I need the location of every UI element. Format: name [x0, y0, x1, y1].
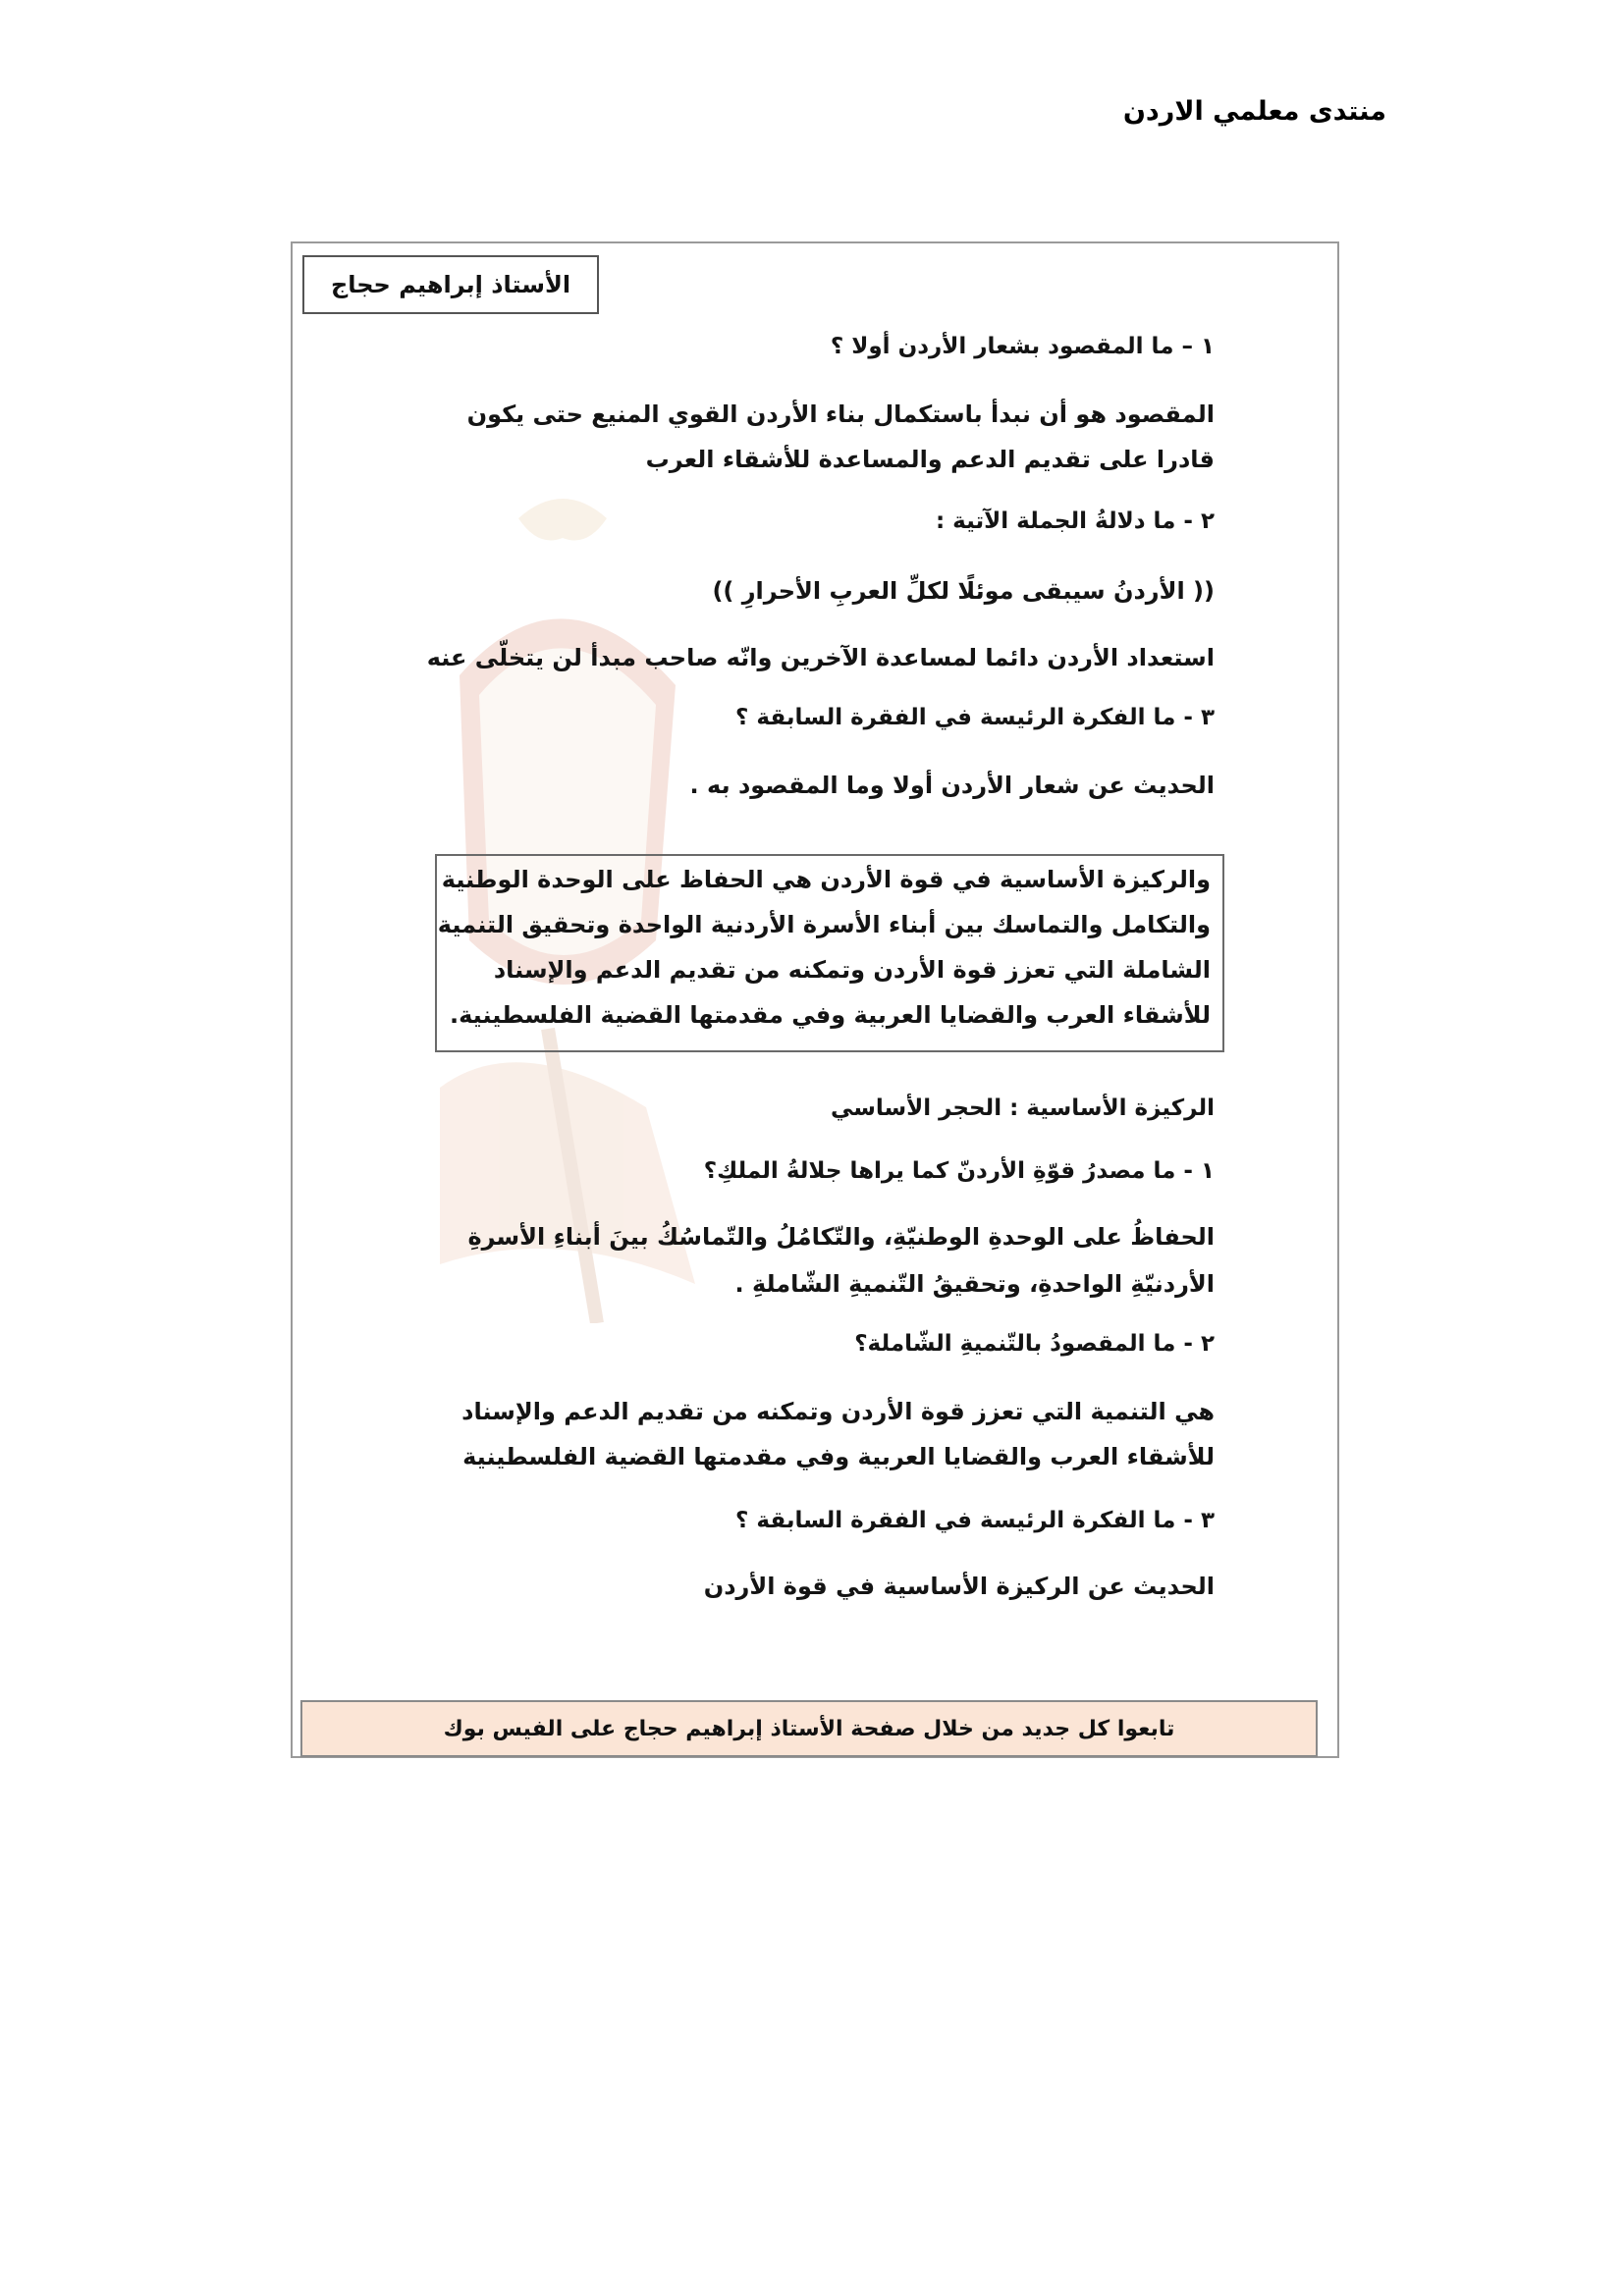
facebook-follow-banner: تابعوا كل جديد من خلال صفحة الأستاذ إبراهيم حجاج على الفيس بوك [300, 1700, 1318, 1757]
pillar-line-3: الشاملة التي تعزز قوة الأردن وتمكنه من تقديم الدعم والإسناد [493, 956, 1211, 984]
part2-answer-1-line-2: الأردنيّةِ الواحدةِ، وتحقيقُ التّنميةِ الشّاملةِ . [734, 1270, 1215, 1298]
quoted-sentence: (( الأردنُ سيبقى موئلًا لكلِّ العربِ الأحرارِ )) [712, 577, 1215, 605]
pillar-paragraph-box [435, 854, 1224, 1052]
question-2: ٢ - ما دلالةُ الجملة الآتية : [935, 508, 1215, 534]
vocabulary-note: الركيزة الأساسية : الحجر الأساسي [830, 1095, 1215, 1121]
question-1: ١ – ما المقصود بشعار الأردن أولا ؟ [830, 334, 1215, 359]
pillar-line-4: للأشقاء العرب والقضايا العربية وفي مقدمتها القضية الفلسطينية. [449, 1001, 1211, 1029]
part2-question-2: ٢ - ما المقصودُ بالتّنميةِ الشّاملة؟ [854, 1331, 1215, 1357]
author-name-box: الأستاذ إبراهيم حجاج [302, 255, 599, 314]
part2-answer-2-line-2: للأشقاء العرب والقضايا العربية وفي مقدمتها القضية الفلسطينية [462, 1443, 1215, 1470]
answer-2: استعداد الأردن دائما لمساعدة الآخرين وانّه صاحب مبدأ لن يتخلّى عنه [426, 644, 1215, 671]
pillar-line-2: والتكامل والتماسك بين أبناء الأسرة الأردنية الواحدة وتحقيق التنمية [437, 911, 1211, 938]
answer-3: الحديث عن شعار الأردن أولا وما المقصود به . [689, 772, 1215, 799]
part2-question-1: ١ - ما مصدرُ قوّةِ الأردنّ كما يراها جلالةُ الملكِ؟ [703, 1158, 1215, 1184]
question-3: ٣ - ما الفكرة الرئيسة في الفقرة السابقة ؟ [735, 705, 1215, 730]
part2-answer-2-line-1: هي التنمية التي تعزز قوة الأردن وتمكنه من تقديم الدعم والإسناد [461, 1398, 1215, 1425]
answer-1-line-1: المقصود هو أن نبدأ باستكمال بناء الأردن القوي المنيع حتى يكون [466, 400, 1215, 428]
pillar-line-1: والركيزة الأساسية في قوة الأردن هي الحفاظ على الوحدة الوطنية [441, 866, 1211, 893]
part2-question-3: ٣ - ما الفكرة الرئيسة في الفقرة السابقة ؟ [735, 1508, 1215, 1533]
part2-answer-1-line-1: الحفاظُ على الوحدةِ الوطنيّةِ، والتّكامُلُ والتّماسُكُ بينَ أبناءِ الأسرةِ [467, 1223, 1215, 1251]
part2-answer-3: الحديث عن الركيزة الأساسية في قوة الأردن [703, 1573, 1215, 1600]
site-title: منتدى معلمي الاردن [1122, 96, 1386, 127]
answer-1-line-2: قادرا على تقديم الدعم والمساعدة للأشقاء العرب [645, 446, 1215, 473]
document-sheet [291, 241, 1339, 1758]
